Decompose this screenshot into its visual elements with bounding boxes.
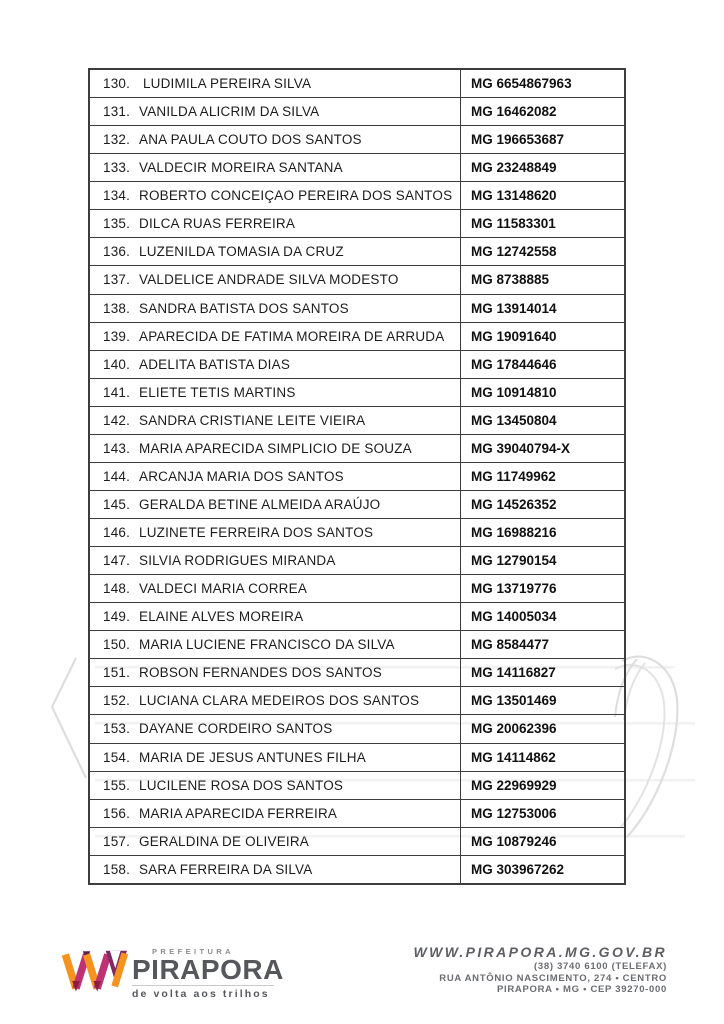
name-cell [90,70,461,97]
table-row [90,687,624,715]
logo-text [132,946,284,1000]
name-cell [90,154,461,181]
row-id: MG 8584477 [471,637,550,653]
name-cell [90,547,461,574]
name-cell [90,800,461,827]
table-row [90,98,624,126]
name-cell [90,463,461,490]
pirapora-logo [60,946,284,1000]
row-number: 158. [103,861,131,877]
table-row [90,351,624,379]
row-id: MG 13501469 [471,693,557,709]
row-id: MG 10879246 [471,833,557,849]
row-name: ROBSON FERNANDES DOS SANTOS [139,665,382,681]
table-row [90,744,624,772]
row-name: ANA PAULA COUTO DOS SANTOS [139,132,362,148]
row-id: MG 39040794-X [471,440,571,456]
row-id: MG 13914014 [471,300,557,316]
name-cell [90,744,461,771]
table-row [90,238,624,266]
table-row [90,491,624,519]
row-name: MARIA APARECIDA SIMPLICIO DE SOUZA [139,440,412,456]
table-row [90,407,624,435]
row-number: 143. [103,440,131,456]
footer [0,938,724,1024]
row-id: MG 13148620 [471,188,557,204]
table-row [90,519,624,547]
row-id: MG 11583301 [471,216,556,232]
row-id: MG 8738885 [471,272,550,288]
row-name: ELAINE ALVES MOREIRA [139,609,304,625]
row-id: MG 16988216 [471,525,557,541]
name-cell [90,603,461,630]
row-id: MG 14114862 [471,749,556,765]
row-number: 141. [103,384,131,400]
row-id: MG 12742558 [471,244,557,260]
row-name: GERALDA BETINE ALMEIDA ARAÚJO [139,496,381,512]
name-cell [90,435,461,462]
table-row [90,575,624,603]
table-row [90,772,624,800]
row-id: MG 12753006 [471,805,557,821]
row-name: ROBERTO CONCEIÇAO PEREIRA DOS SANTOS [139,188,453,204]
row-number: 135. [103,216,131,232]
table-row [90,154,624,182]
row-name: ADELITA BATISTA DIAS [139,356,291,372]
row-number: 156. [103,805,131,821]
row-id: MG 13450804 [471,412,557,428]
row-number: 144. [103,468,131,484]
row-name: SANDRA CRISTIANE LEITE VIEIRA [139,412,366,428]
name-cell [90,491,461,518]
name-cell [90,856,461,883]
name-cell [90,323,461,350]
row-name: SANDRA BATISTA DOS SANTOS [139,300,349,316]
row-number: 140. [103,356,131,372]
row-name: SILVIA RODRIGUES MIRANDA [139,553,336,569]
footer-address: RUA ANTÔNIO NASCIMENTO, 274 • CENTRO [439,972,667,984]
name-cell [90,631,461,658]
table-row [90,435,624,463]
table-row [90,603,624,631]
table-row [90,126,624,154]
table-row [90,631,624,659]
row-name: MARIA APARECIDA FERREIRA [139,805,338,821]
row-name: VALDECIR MOREIRA SANTANA [139,160,343,176]
row-id: MG 6654867963 [471,76,572,92]
row-number: 142. [103,412,131,428]
row-number: 155. [103,777,131,793]
row-name: VALDECI MARIA CORREA [139,581,308,597]
row-name: LUDIMILA PEREIRA SILVA [139,76,312,92]
name-cell [90,379,461,406]
footer-website: WWW.PIRAPORA.MG.GOV.BR [413,944,667,960]
table-row [90,323,624,351]
row-number: 146. [103,525,131,541]
footer-phone: (38) 3740 6100 (TELEFAX) [534,961,667,972]
name-cell [90,210,461,237]
name-cell [90,266,461,293]
name-cell [90,182,461,209]
row-number: 137. [103,272,131,288]
row-id: MG 196653687 [471,132,565,148]
row-id: MG 12790154 [471,553,557,569]
row-name: LUZENILDA TOMASIA DA CRUZ [139,244,344,260]
pirapora-logo-ribbon-icon [60,946,128,998]
table-row [90,659,624,687]
logo-tagline: de volta aos trilhos [132,988,270,1000]
table-row [90,295,624,323]
row-number: 149. [103,609,131,625]
name-cell [90,295,461,322]
row-name: MARIA LUCIENE FRANCISCO DA SILVA [139,637,395,653]
row-name: ELIETE TETIS MARTINS [139,384,296,400]
row-id: MG 14116827 [471,665,556,681]
row-id: MG 16462082 [471,104,557,120]
row-id: MG 13719776 [471,581,557,597]
table-row [90,463,624,491]
row-number: 139. [103,328,131,344]
row-number: 153. [103,721,131,737]
row-id: MG 14526352 [471,496,557,512]
table-row [90,828,624,856]
row-number: 138. [103,300,131,316]
row-number: 145. [103,496,131,512]
name-cell [90,687,461,714]
row-name: DAYANE CORDEIRO SANTOS [139,721,333,737]
row-id: MG 23248849 [471,160,557,176]
logo-divider [132,985,274,986]
row-id: MG 303967262 [471,861,565,877]
name-cell [90,238,461,265]
name-cell [90,519,461,546]
row-id: MG 10914810 [471,384,557,400]
row-name: ARCANJA MARIA DOS SANTOS [139,468,344,484]
table-row [90,715,624,743]
row-name: SARA FERREIRA DA SILVA [139,861,313,877]
row-number: 148. [103,581,131,597]
name-cell [90,659,461,686]
name-cell [90,126,461,153]
row-number: 130. [103,76,131,92]
table-row [90,182,624,210]
row-number: 152. [103,693,131,709]
row-id: MG 11749962 [471,468,556,484]
name-cell [90,351,461,378]
table-row [90,856,624,883]
logo-city-name: PIRAPORA [132,954,284,985]
table-row [90,266,624,294]
name-cell [90,715,461,742]
logo-prefeitura-label: PREFEITURA [152,947,234,956]
row-number: 134. [103,188,131,204]
footer-city-cep: PIRAPORA • MG • CEP 39270-000 [496,984,667,995]
row-name: LUZINETE FERREIRA DOS SANTOS [139,525,374,541]
row-id: MG 20062396 [471,721,557,737]
name-cell [90,407,461,434]
row-number: 154. [103,749,131,765]
name-cell [90,828,461,855]
row-name: LUCIANA CLARA MEDEIROS DOS SANTOS [139,693,420,709]
row-id: MG 22969929 [471,777,557,793]
table-row [90,70,624,98]
row-name: APARECIDA DE FATIMA MOREIRA DE ARRUDA [139,328,445,344]
row-number: 157. [103,833,131,849]
row-id: MG 14005034 [471,609,557,625]
row-name: MARIA DE JESUS ANTUNES FILHA [139,749,366,765]
name-cell [90,575,461,602]
row-number: 150. [103,637,131,653]
row-id: MG 17844646 [471,356,557,372]
registry-table [88,68,626,885]
table-row [90,210,624,238]
row-number: 151. [103,665,131,681]
row-name: GERALDINA DE OLIVEIRA [139,833,310,849]
row-name: VALDELICE ANDRADE SILVA MODESTO [139,272,399,288]
row-number: 147. [103,553,131,569]
footer-contact-block [414,944,667,996]
row-number: 131. [103,104,131,120]
table-row [90,379,624,407]
row-name: DILCA RUAS FERREIRA [139,216,296,232]
name-cell [90,772,461,799]
table-row [90,547,624,575]
name-cell [90,98,461,125]
row-number: 136. [103,244,131,260]
row-number: 132. [103,132,131,148]
table-row [90,800,624,828]
row-name: LUCILENE ROSA DOS SANTOS [139,777,344,793]
row-name: VANILDA ALICRIM DA SILVA [139,104,320,120]
row-id: MG 19091640 [471,328,557,344]
row-number: 133. [103,160,131,176]
